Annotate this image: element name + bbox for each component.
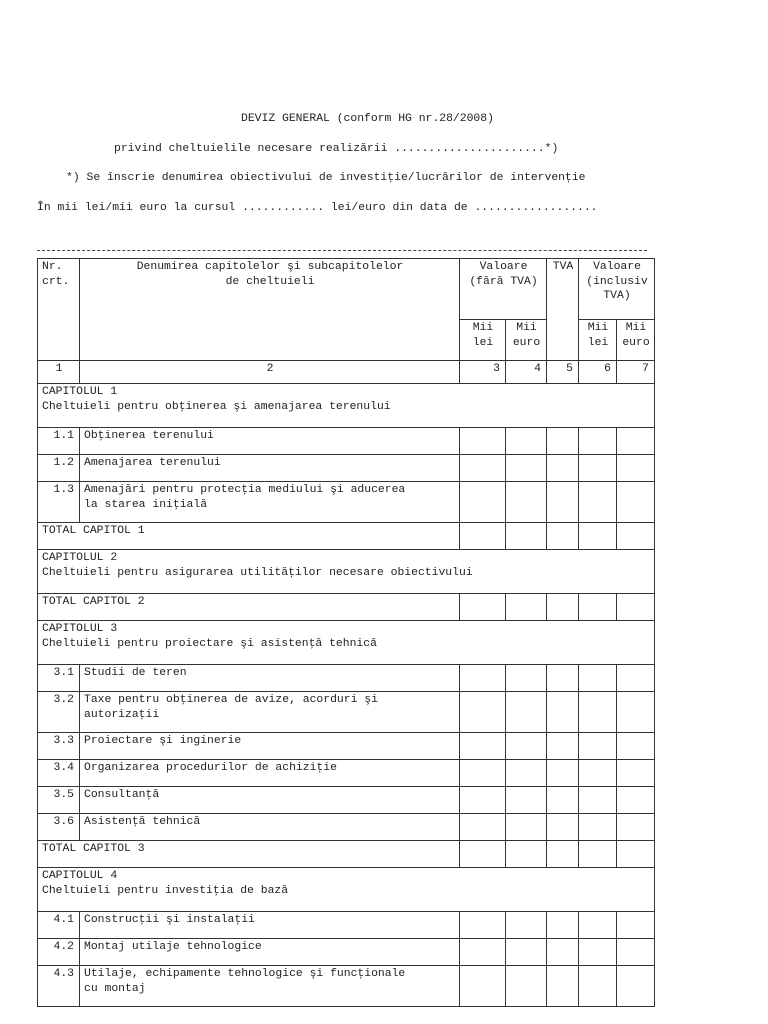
column-header-value-with-vat: Valoare (inclusiv TVA): [579, 259, 655, 320]
item-number: 4.2: [38, 939, 80, 966]
chapter-title: Cheltuieli pentru obţinerea şi amenajarea terenului: [42, 400, 391, 413]
item-name: Proiectare şi inginerie: [80, 733, 460, 760]
item-name: Asistenţă tehnică: [80, 814, 460, 841]
column-index: 4: [506, 361, 547, 384]
unit-mii-lei-vat: Mii lei: [579, 320, 617, 361]
value-cell: [547, 665, 579, 692]
column-header-nr: Nr. crt.: [38, 259, 80, 361]
chapter-title: Cheltuieli pentru asigurarea utilităţilor necesare obiectivului: [42, 566, 473, 579]
value-cell: [460, 814, 506, 841]
value-cell: [506, 912, 547, 939]
value-cell: [579, 733, 617, 760]
table-row: [38, 482, 655, 523]
column-index: 1: [38, 361, 80, 384]
table-row: [38, 966, 655, 1007]
item-number: 3.2: [38, 692, 80, 733]
total-label: TOTAL CAPITOL 2: [38, 594, 460, 621]
table-row: [38, 939, 655, 966]
chapter-row: [38, 868, 655, 912]
value-cell: [579, 787, 617, 814]
item-number: 3.4: [38, 760, 80, 787]
footnote-text: *) Se înscrie denumirea obiectivului de investiție/lucrărilor de intervenție: [66, 172, 586, 184]
value-cell: [579, 939, 617, 966]
value-cell: [579, 760, 617, 787]
total-row: [38, 594, 655, 621]
item-name: Amenajarea terenului: [80, 455, 460, 482]
value-cell: [617, 787, 655, 814]
value-cell: [506, 814, 547, 841]
table-row: [38, 912, 655, 939]
chapter-heading: [38, 384, 655, 428]
value-cell: [579, 966, 617, 1007]
table-row: [38, 665, 655, 692]
value-cell: [460, 841, 506, 868]
item-number: 1.3: [38, 482, 80, 523]
value-cell: [617, 523, 655, 550]
value-cell: [506, 787, 547, 814]
value-cell: [460, 482, 506, 523]
item-number: 1.1: [38, 428, 80, 455]
value-cell: [547, 733, 579, 760]
item-number: 4.3: [38, 966, 80, 1007]
total-row: [38, 523, 655, 550]
value-cell: [460, 665, 506, 692]
value-cell: [547, 455, 579, 482]
value-cell: [547, 594, 579, 621]
value-cell: [506, 966, 547, 1007]
item-number: 3.3: [38, 733, 80, 760]
column-header-name: Denumirea capitolelor şi subcapitolelor de cheltuieli: [80, 259, 460, 361]
value-cell: [547, 523, 579, 550]
value-cell: [579, 912, 617, 939]
value-cell: [506, 428, 547, 455]
value-cell: [460, 966, 506, 1007]
value-cell: [506, 760, 547, 787]
column-header-vat: TVA: [547, 259, 579, 361]
item-name: Obţinerea terenului: [80, 428, 460, 455]
item-number: 3.1: [38, 665, 80, 692]
column-index: 5: [547, 361, 579, 384]
item-name: Organizarea procedurilor de achiziţie: [80, 760, 460, 787]
unit-mii-euro-vat: Mii euro: [617, 320, 655, 361]
unit-mii-lei: Mii lei: [460, 320, 506, 361]
column-index: 2: [80, 361, 460, 384]
item-number: 3.5: [38, 787, 80, 814]
value-cell: [579, 523, 617, 550]
value-cell: [506, 939, 547, 966]
value-cell: [460, 692, 506, 733]
value-cell: [506, 733, 547, 760]
value-cell: [579, 692, 617, 733]
value-cell: [460, 455, 506, 482]
value-cell: [579, 428, 617, 455]
value-cell: [579, 814, 617, 841]
value-cell: [617, 966, 655, 1007]
value-cell: [617, 455, 655, 482]
chapter-row: [38, 550, 655, 594]
value-cell: [547, 814, 579, 841]
value-cell: [506, 692, 547, 733]
value-cell: [460, 733, 506, 760]
chapter-row: [38, 384, 655, 428]
value-cell: [460, 428, 506, 455]
chapter-label: CAPITOLUL 2: [42, 552, 118, 564]
table-row: [38, 428, 655, 455]
value-cell: [506, 594, 547, 621]
value-cell: [506, 523, 547, 550]
budget-table: [37, 258, 655, 1007]
value-cell: [460, 912, 506, 939]
value-cell: [617, 665, 655, 692]
item-name: Consultanţă: [80, 787, 460, 814]
value-cell: [579, 455, 617, 482]
total-row: [38, 841, 655, 868]
currency-line: În mii lei/mii euro la cursul ............ lei/euro din data de ..................: [37, 202, 598, 214]
value-cell: [617, 733, 655, 760]
value-cell: [579, 665, 617, 692]
chapter-label: CAPITOLUL 3: [42, 623, 118, 635]
value-cell: [506, 482, 547, 523]
chapter-row: [38, 621, 655, 665]
value-cell: [617, 594, 655, 621]
table-row: [38, 787, 655, 814]
item-name: Studii de teren: [80, 665, 460, 692]
chapter-title: Cheltuieli pentru investiţia de bază: [42, 884, 289, 897]
chapter-label: CAPITOLUL 4: [42, 870, 118, 882]
item-number: 1.2: [38, 455, 80, 482]
total-label: TOTAL CAPITOL 1: [38, 523, 460, 550]
column-index: 6: [579, 361, 617, 384]
value-cell: [617, 939, 655, 966]
item-number: 3.6: [38, 814, 80, 841]
value-cell: [547, 428, 579, 455]
value-cell: [547, 912, 579, 939]
value-cell: [617, 692, 655, 733]
column-index: 7: [617, 361, 655, 384]
value-cell: [617, 841, 655, 868]
value-cell: [460, 523, 506, 550]
chapter-heading: [38, 550, 655, 594]
item-name: Montaj utilaje tehnologice: [80, 939, 460, 966]
item-name: Construcţii şi instalaţii: [80, 912, 460, 939]
value-cell: [617, 814, 655, 841]
item-name: Taxe pentru obţinerea de avize, acorduri şi autorizaţii: [80, 692, 460, 733]
unit-mii-euro: Mii euro: [506, 320, 547, 361]
value-cell: [617, 912, 655, 939]
table-row: [38, 733, 655, 760]
table-row: [38, 760, 655, 787]
value-cell: [506, 665, 547, 692]
total-label: TOTAL CAPITOL 3: [38, 841, 460, 868]
document-title: DEVIZ GENERAL (conform HG nr.28/2008): [241, 113, 494, 125]
chapter-heading: [38, 868, 655, 912]
value-cell: [547, 966, 579, 1007]
separator-line: [37, 250, 647, 251]
chapter-title: Cheltuieli pentru proiectare şi asistenţă tehnică: [42, 637, 377, 650]
value-cell: [460, 594, 506, 621]
chapter-label: CAPITOLUL 1: [42, 386, 118, 398]
column-header-value-no-vat: Valoare (fără TVA): [460, 259, 547, 320]
value-cell: [547, 482, 579, 523]
value-cell: [617, 760, 655, 787]
value-cell: [617, 482, 655, 523]
value-cell: [579, 482, 617, 523]
value-cell: [506, 841, 547, 868]
value-cell: [547, 692, 579, 733]
item-name: Utilaje, echipamente tehnologice şi funcţionale cu montaj: [80, 966, 460, 1007]
value-cell: [506, 455, 547, 482]
value-cell: [460, 787, 506, 814]
value-cell: [547, 760, 579, 787]
table-row: [38, 455, 655, 482]
item-name: Amenajări pentru protecţia mediului şi aducerea la starea iniţială: [80, 482, 460, 523]
item-number: 4.1: [38, 912, 80, 939]
chapter-heading: [38, 621, 655, 665]
value-cell: [460, 760, 506, 787]
table-row: [38, 692, 655, 733]
document-subtitle: privind cheltuielile necesare realizării ......................*): [114, 143, 559, 155]
value-cell: [547, 841, 579, 868]
value-cell: [460, 939, 506, 966]
value-cell: [547, 787, 579, 814]
value-cell: [547, 939, 579, 966]
column-index: 3: [460, 361, 506, 384]
value-cell: [579, 841, 617, 868]
value-cell: [579, 594, 617, 621]
table-row: [38, 814, 655, 841]
value-cell: [617, 428, 655, 455]
